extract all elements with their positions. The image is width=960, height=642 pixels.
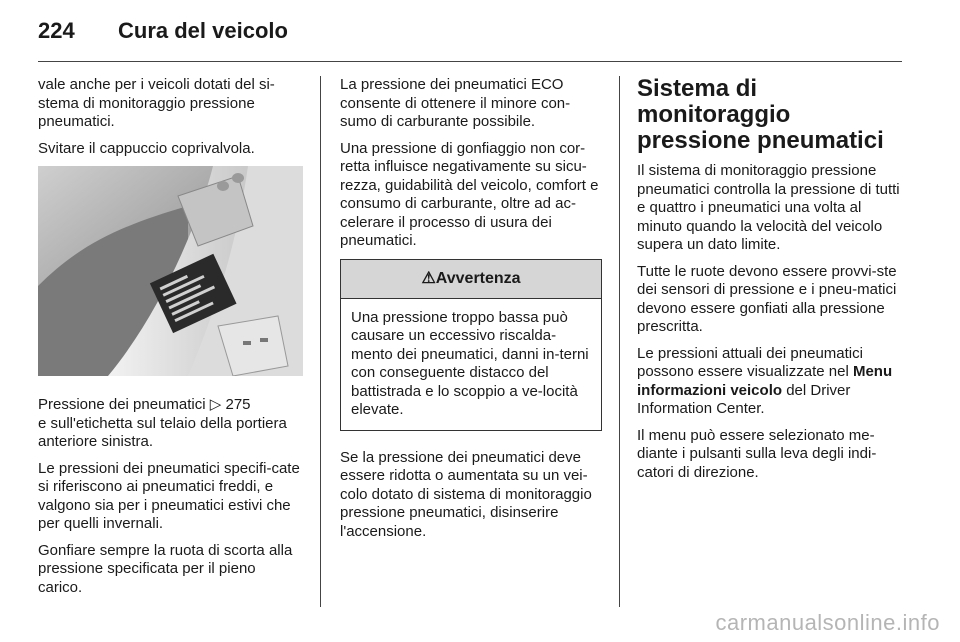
page-reference[interactable]: 275: [225, 396, 251, 413]
paragraph: Gonfiare sempre la ruota di scorta alla pressione specificata per il pieno carico.: [38, 541, 293, 596]
page-header: [38, 18, 288, 44]
text: Pressione dei pneumatici: [38, 396, 206, 413]
column-divider: [619, 76, 620, 607]
paragraph: Il menu può essere selezionato me-diante i pulsanti sulla leva degli indi-catori di direzione.: [637, 426, 877, 481]
column-2: [340, 76, 602, 549]
text: del Driver Information Center.: [637, 381, 851, 417]
paragraph: [38, 396, 303, 452]
header-rule: [38, 61, 902, 62]
column-3: [637, 76, 907, 490]
paragraph: Una pressione di gonfiaggio non cor-retta influisce negativamente su sicu-rezza, guidabilità del veicolo, comfort e consumo di carburante, oltre ad ac-celerare il processo di usura dei pneumatici.: [340, 139, 599, 249]
page-number: 224: [38, 18, 75, 43]
section-heading: Sistema di monitoraggio pressione pneumatici: [637, 75, 884, 154]
warning-triangle-icon: ⚠: [421, 269, 436, 287]
paragraph: Svitare il cappuccio coprivalvola.: [38, 139, 255, 157]
warning-header: [341, 260, 601, 299]
text: e sull'etichetta sul telaio della portiera anteriore sinistra.: [38, 414, 287, 450]
column-1: [38, 76, 303, 605]
chapter-title: Cura del veicolo: [118, 18, 288, 43]
warning-box: [340, 259, 602, 431]
paragraph: Se la pressione dei pneumatici deve essere ridotta o aumentata su un vei-colo dotato di sistema di monitoraggio pressione pneumatici, disinserire l'accensione.: [340, 448, 592, 540]
warning-title: Avvertenza: [435, 269, 521, 287]
door-frame-label-photo: [38, 166, 303, 376]
paragraph: [637, 345, 907, 419]
paragraph: Tutte le ruote devono essere provvi-ste dei sensori di pressione e i pneu-matici devono essere gonfiati alla pressione prescritta.: [637, 262, 897, 335]
watermark: carmanualsonline.info: [715, 610, 940, 635]
text: Le pressioni attuali dei pneumatici possono essere visualizzate nel: [637, 344, 863, 380]
column-divider: [320, 76, 321, 607]
paragraph: La pressione dei pneumatici ECO consente di ottenere il minore con-sumo di carburante possibile.: [340, 76, 571, 130]
warning-text: Una pressione troppo bassa può causare un eccessivo riscalda-mento dei pneumatici, danni in-terni con conseguente distacco del battistrada e lo scoppio a ve-locità elevate.: [351, 308, 589, 418]
paragraph: vale anche per i veicoli dotati del si-stema di monitoraggio pressione pneumatici.: [38, 76, 275, 130]
paragraph: Il sistema di monitoraggio pressione pneumatici controlla la pressione di tutti e quattro i pneumatici una volta al minuto quando la velocità del veicolo supera un dato limite.: [637, 162, 900, 253]
page-reference-icon: ▷: [209, 396, 222, 413]
paragraph: Le pressioni dei pneumatici specifi-cate si riferiscono ai pneumatici freddi, e valgono sia per i pneumatici estivi che per quelli invernali.: [38, 459, 300, 532]
menu-name: Menu informazioni veicolo: [637, 363, 893, 399]
